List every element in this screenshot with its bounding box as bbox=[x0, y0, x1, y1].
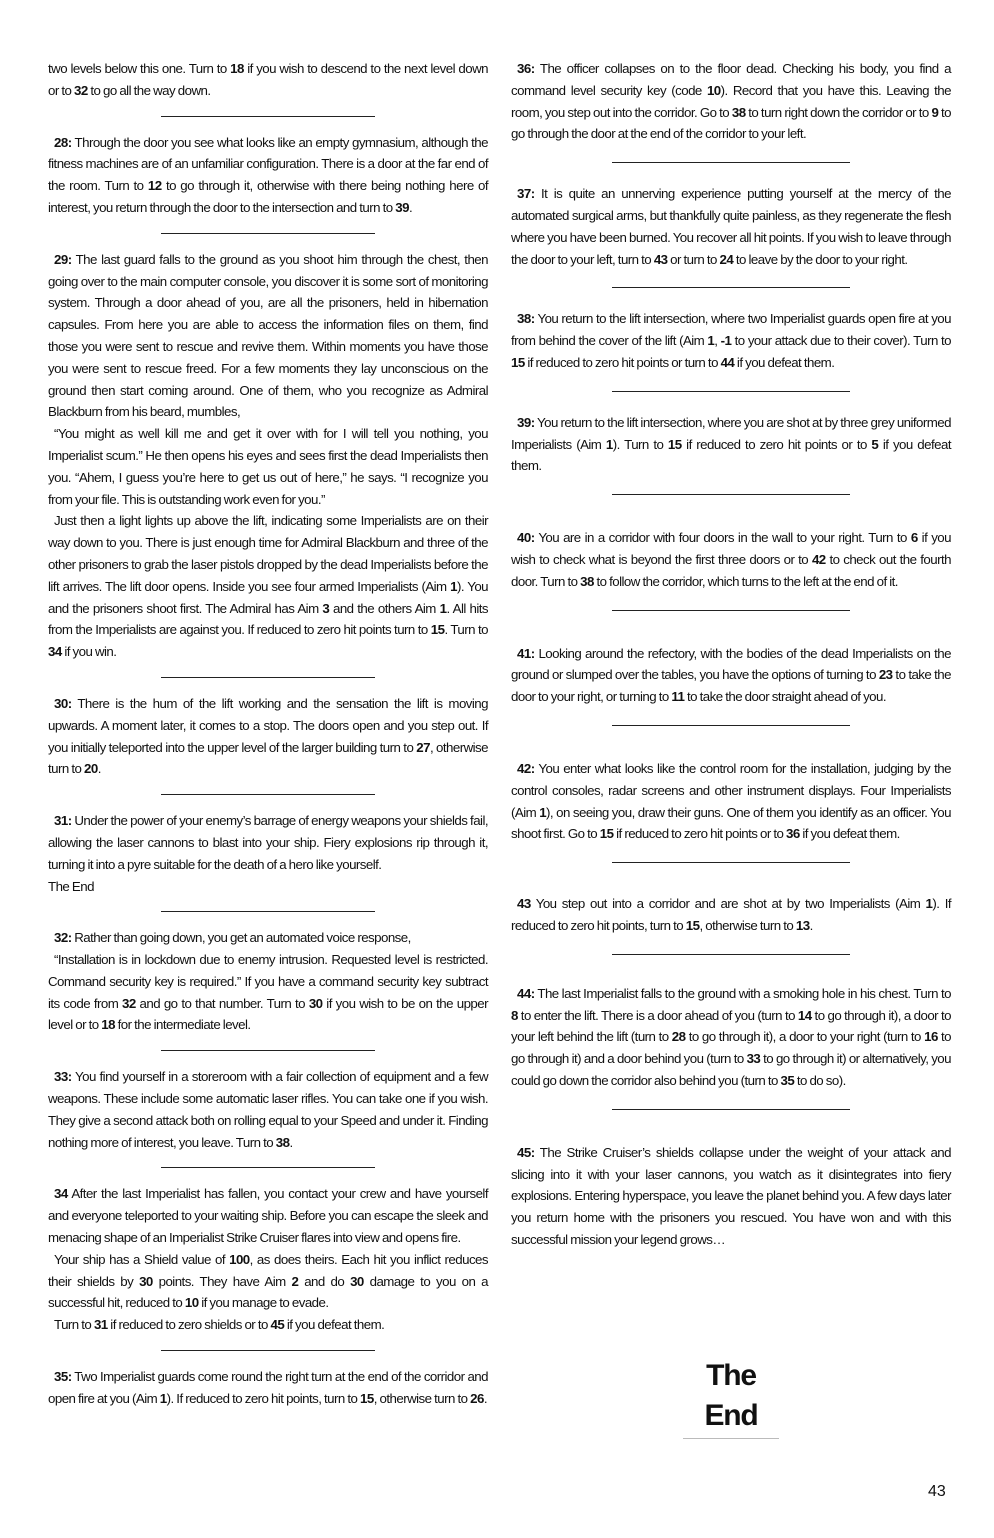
section-28: 28: Through the door you see what looks like an empty gymnasium, although the fitness machines are of an unfamiliar configuration. There is a door at the far end of the room. Turn to 12 to go through it, otherwise with there being nothing here of interest, you return through the door to the intersection and turn to 39. bbox=[48, 134, 489, 215]
section-divider bbox=[161, 116, 375, 117]
section-40: 40: You are in a corridor with four doors in the wall to your right. Turn to 6 if you wish to check what is beyond the first three doors or to 42 to check out the fourth door. Turn to 38 to follow the corridor, which turns to the left at the end of it. bbox=[511, 530, 951, 589]
section-divider bbox=[161, 1167, 375, 1168]
section-divider bbox=[161, 911, 375, 912]
section-divider bbox=[612, 494, 850, 495]
section-42: 42: You enter what looks like the control room for the installation, judging by the control consoles, radar screens and other instrument displays. Four Imperialists (Aim 1), on seeing you, draw their guns. One of them you identify as an officer. You shoot first. Go to 15 if reduced to zero hit points or to 36 if you defeat them. bbox=[511, 760, 951, 842]
section-34-turn: Turn to 31 if reduced to zero shields or to 45 if you defeat them. bbox=[54, 1317, 385, 1333]
section-44: 44: The last Imperialist falls to the ground with a smoking hole in his chest. Turn to 8 to enter the lift. There is a door ahead of you (turn to 14 to go through it), a door to your left behind the lift (turn to 28 to go through it), a door to your right (turn to 16 to go through it) and a door behind you (turn to 33 to go through it) or alternatively, you could go down the corridor also behind you (turn to 35 to do so). bbox=[511, 985, 951, 1088]
section-39: 39: You return to the lift intersection, where you are shot at by three grey uniformed Imperialists (Aim 1). Turn to 15 if reduced to zero hit points or to 5 if you defeat them. bbox=[511, 414, 951, 474]
section-31: 31: Under the power of your enemy’s barrage of energy weapons your shields fail, allowing the laser cannons to blast into your ship. Fiery explosions rip through it, turning it into a pyre suitable for the death of a hero like yourself. bbox=[48, 813, 488, 872]
section-45: 45: The Strike Cruiser’s shields collapse under the weight of your attack and slicing into it with your laser cannons, you watch as it disintegrates into fiery explosions. Entering hyperspace, you leave the planet behind you. A few days later you return home with the prisoners you rescued. You have won and with this successful mission your legend grows… bbox=[511, 1144, 951, 1247]
section-divider bbox=[161, 233, 375, 234]
the-end-heading: The End bbox=[683, 1356, 779, 1439]
section-32: 32: Rather than going down, you get an automated voice response, bbox=[54, 930, 411, 946]
section-29-quote: “You might as well kill me and get it over with for I will tell you nothing, you Imperialist scum.” He then opens his eyes and sees first the dead Imperialists then you. “Ahem, I guess you’re here to get us out of here,” he says. “I recognize you from your file. This is outstanding work even for you.” bbox=[48, 426, 488, 507]
right-column bbox=[511, 58, 951, 1251]
section-divider bbox=[161, 677, 375, 678]
section-divider bbox=[612, 162, 850, 163]
section-43: 43 You step out into a corridor and are shot at by two Imperialists (Aim 1). If reduced to zero hit points, turn to 15, otherwise turn to 13. bbox=[511, 896, 951, 933]
section-29: 29: The last guard falls to the ground as you shoot him through the chest, then going over to the main computer console, you discover it is some sort of monitoring system. Through a door ahead of you, are all the prisoners, held in hibernation capsules. From here you are able to access the information files on them, find those you were sent to rescue and revive them. Within moments you have those you were sent to rescue freed. For a few moments they lay unconscious on the ground then start coming around. One of them, who you recognize as Admiral Blackburn from his beard, mumbles, bbox=[48, 251, 488, 420]
section-divider bbox=[161, 794, 375, 795]
section-32-voice: “Installation is in lockdown due to enemy intrusion. Requested level is restricted. Command security key is required.” If you have a command security key subtract its code from 32 and go to that number. Turn to 30 if you wish to be on the upper level or to 18 for the intermediate level. bbox=[48, 952, 488, 1033]
section-divider bbox=[612, 610, 850, 611]
section-33: 33: You find yourself in a storeroom with a fair collection of equipment and a few weapons. These include some automatic laser rifles. You can take one if you wish. They give a second attack both on rolling equal to your Speed and under it. Finding nothing more of interest, you leave. Turn to 38. bbox=[48, 1069, 488, 1150]
section-divider bbox=[161, 1050, 375, 1051]
section-27-tail: two levels below this one. Turn to 18 if you wish to descend to the next level down or to 32 to go all the way down. bbox=[48, 61, 488, 98]
section-34-shields: Your ship has a Shield value of 100, as does theirs. Each hit you inflict reduces their shields by 30 points. They have Aim 2 and do 30 damage to you on a successful hit, reduced to 10 if you manage to evade. bbox=[48, 1251, 488, 1311]
section-divider bbox=[612, 862, 850, 863]
section-30: 30: There is the hum of the lift working and the sensation the lift is moving upwards. A moment later, it comes to a stop. The doors open and you step out. If you initially teleported into the upper level of the larger building turn to 27, otherwise turn to 20. bbox=[48, 695, 488, 777]
section-34: 34 After the last Imperialist has fallen, you contact your crew and have yourself and everyone teleported to your waiting ship. Before you can escape the sleek and menacing shape of an Imperialist Strike Cruiser flares into view and opens fire. bbox=[48, 1186, 488, 1246]
section-37: 37: It is quite an unnerving experience putting yourself at the mercy of the automated surgical arms, but thankfully quite painless, as they regenerate the flesh where you have been burned. You recover all hit points. If you wish to leave through the door to your left, turn to 43 or turn to 24 to leave by the door to your right. bbox=[511, 186, 951, 267]
section-41: 41: Looking around the refectory, with the bodies of the dead Imperialists on the ground or slumped over the tables, you have the options of turning to 23 to take the door to your right, or turning to 11 to take the door straight ahead of you. bbox=[511, 645, 951, 705]
section-35: 35: Two Imperialist guards come round the right turn at the end of the corridor and open fire at you (Aim 1). If reduced to zero hit points, turn to 15, otherwise turn to 26. bbox=[48, 1369, 488, 1406]
section-31-end: The End bbox=[48, 878, 94, 894]
section-29-lift: Just then a light lights up above the lift, indicating some Imperialists are on their way down to you. There is just enough time for Admiral Blackburn and three of the other prisoners to grab the laser pistols dropped by the dead Imperialists before the lift arrives. The lift door opens. Inside you see four armed Imperialists (Aim 1). You and the prisoners shoot first. The Admiral has Aim 3 and the others Aim 1. All hits from the Imperialists are against you. If reduced to zero hit points turn to 15. Turn to 34 if you win. bbox=[48, 513, 489, 660]
page-number: 43 bbox=[928, 1483, 946, 1500]
section-36: 36: The officer collapses on to the floor dead. Checking his body, you find a command level security key (code 10). Record that you have this. Leaving the room, you step out into the corridor. Go to 38 to turn right down the corridor or to 9 to go through the door at the end of the corridor to your left. bbox=[511, 61, 951, 142]
section-38: 38: You return to the lift intersection, where two Imperialist guards open fire at you from behind the cover of the lift (Aim 1, -1 to your attack due to their cover). Turn to 15 if reduced to zero hit points or turn to 44 if you defeat them. bbox=[511, 311, 952, 370]
section-divider bbox=[612, 287, 850, 288]
section-divider bbox=[612, 1109, 850, 1110]
section-divider bbox=[612, 391, 850, 392]
section-divider bbox=[161, 1350, 375, 1351]
left-column bbox=[48, 58, 488, 1410]
section-divider bbox=[612, 954, 850, 955]
section-divider bbox=[612, 725, 850, 726]
